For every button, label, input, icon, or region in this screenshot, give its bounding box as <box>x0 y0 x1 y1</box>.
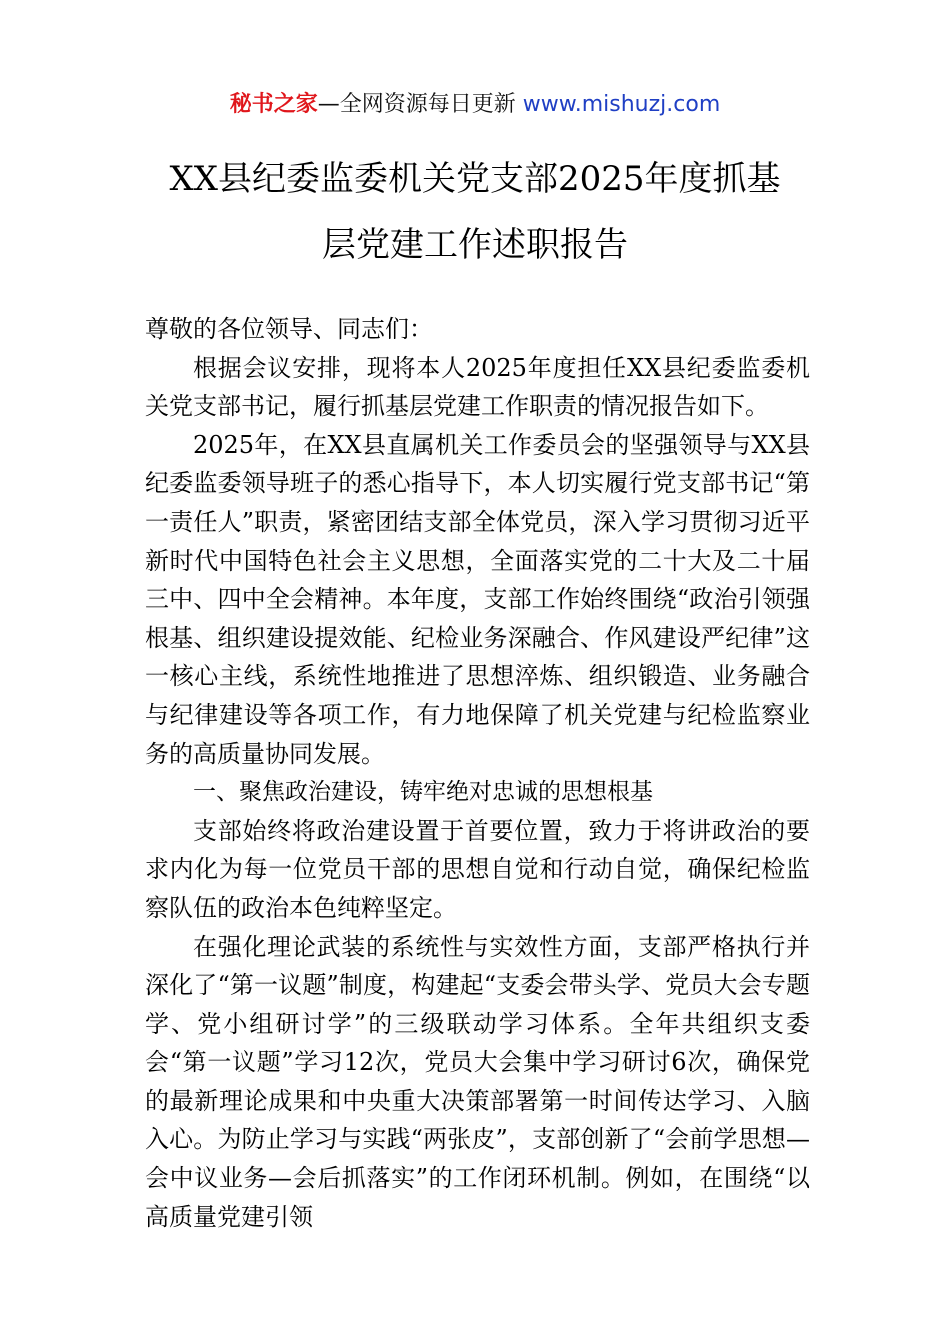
site-url-link[interactable]: www.mishuzj.com <box>522 92 721 117</box>
salutation: 尊敬的各位领导、同志们： <box>145 315 433 343</box>
body-paragraph: 2025年，在XX县直属机关工作委员会的坚强领导与XX县纪委监委领导班子的悉心指导下，本人切实履行党支部书记“第一责任人”职责，紧密团结支部全体党员，深入学习贯彻习近平新时代中国特色社会主义思想，全面落实党的二十大及二十届三中、四中全会精神。本年度，支部工作始终围绕“政治引领强根基、组织建设提效能、纪检业务深融合、作风建设严纪律”这一核心主线，系统性地推进了思想淬炼、组织锻造、业务融合与纪律建设等各项工作，有力地保障了机关党建与纪检监察业务的高质量协同发展。 <box>145 430 810 768</box>
body-paragraph: 根据会议安排，现将本人2025年度担任XX县纪委监委机关党支部书记，履行抓基层党建工作职责的情况报告如下。 <box>145 353 810 421</box>
site-tagline: —全网资源每日更新 <box>317 92 523 117</box>
site-brand[interactable]: 秘书之家 <box>229 92 318 117</box>
document-title <box>120 146 830 278</box>
title-line-2: 层党建工作述职报告 <box>322 225 628 265</box>
title-line-1: XX县纪委监委机关党支部2025年度抓基 <box>169 159 781 199</box>
body-paragraph: 支部始终将政治建设置于首要位置，致力于将讲政治的要求内化为每一位党员干部的思想自觉和行动自觉，确保纪检监察队伍的政治本色纯粹坚定。 <box>145 816 810 922</box>
section-heading: 一、聚焦政治建设，铸牢绝对忠诚的思想根基 <box>193 779 653 806</box>
site-header <box>0 88 950 122</box>
body-paragraph: 在强化理论武装的系统性与实效性方面，支部严格执行并深化了“第一议题”制度，构建起“支委会带头学、党员大会专题学、党小组研讨学”的三级联动学习体系。全年共组织支委会“第一议题”学习12次，党员大会集中学习研讨6次，确保党的最新理论成果和中央重大决策部署第一时间传达学习、入脑入心。为防止学习与实践“两张皮”，支部创新了“会前学思想—会中议业务—会后抓落实”的工作闭环机制。例如，在围绕“以高质量党建引领 <box>145 932 810 1231</box>
document-body <box>145 310 810 1236</box>
